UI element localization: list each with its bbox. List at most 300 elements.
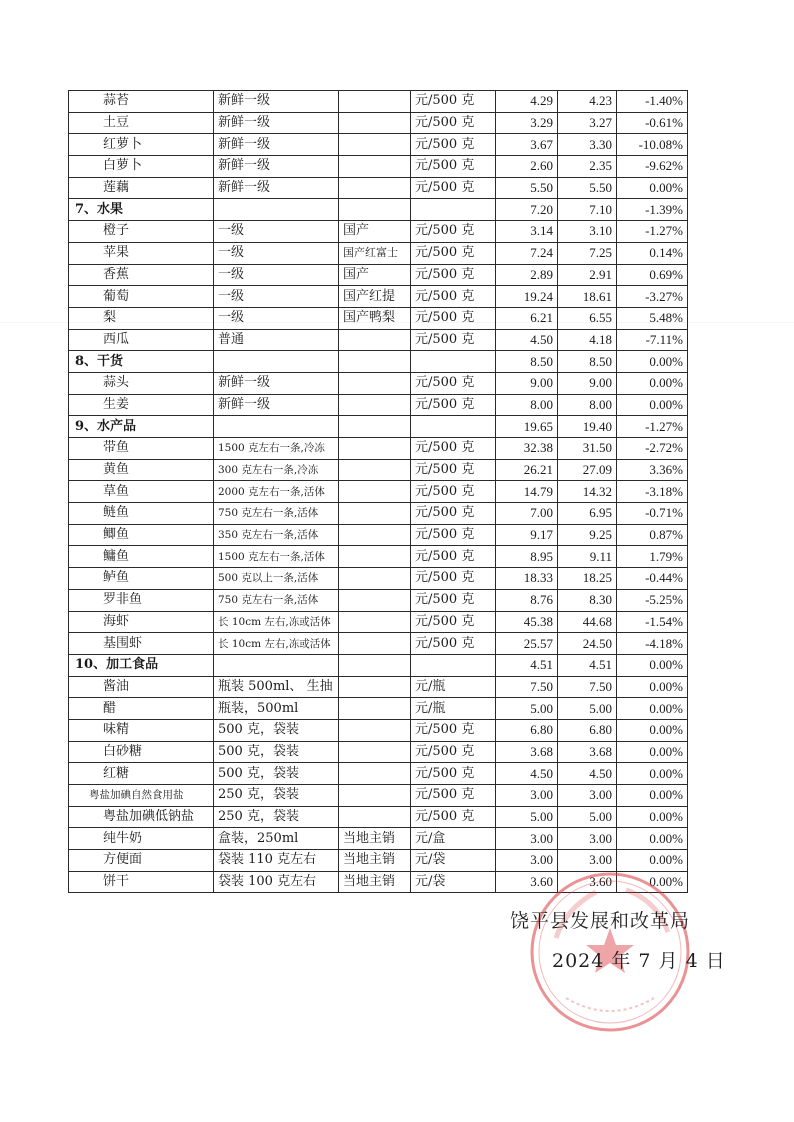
table-row: [69, 91, 688, 113]
spec-cell: 500 克，袋装: [214, 719, 339, 741]
change-cell: 0.00%: [617, 351, 688, 373]
origin-cell: 当地主销: [339, 828, 411, 850]
origin-cell: [339, 546, 411, 568]
origin-cell: [339, 589, 411, 611]
prev-price-cell: 8.50: [496, 351, 558, 373]
spec-cell: 250 克，袋装: [214, 785, 339, 807]
origin-cell: [339, 199, 411, 221]
item-name-cell: 粤盐加碘低钠盐: [69, 806, 214, 828]
category-row: [69, 199, 688, 221]
change-cell: -0.71%: [617, 503, 688, 525]
unit-cell: 元/500 克: [411, 307, 496, 329]
table-row: [69, 156, 688, 178]
table-row: [69, 264, 688, 286]
prev-price-cell: 3.00: [496, 850, 558, 872]
unit-cell: 元/500 克: [411, 806, 496, 828]
table-row: [69, 481, 688, 503]
prev-price-cell: 3.00: [496, 828, 558, 850]
item-name-cell: 鲫鱼: [69, 524, 214, 546]
curr-price-cell: 3.30: [558, 134, 617, 156]
unit-cell: 元/500 克: [411, 589, 496, 611]
spec-cell: 袋装 110 克左右: [214, 850, 339, 872]
origin-cell: 国产鸭梨: [339, 307, 411, 329]
item-name-cell: 海虾: [69, 611, 214, 633]
table-row: [69, 524, 688, 546]
origin-cell: [339, 785, 411, 807]
prev-price-cell: 5.50: [496, 177, 558, 199]
change-cell: 0.00%: [617, 654, 688, 676]
change-cell: -1.54%: [617, 611, 688, 633]
change-cell: 0.00%: [617, 871, 688, 893]
origin-cell: 当地主销: [339, 850, 411, 872]
unit-cell: 元/500 克: [411, 481, 496, 503]
unit-cell: 元/500 克: [411, 177, 496, 199]
spec-cell: 一级: [214, 264, 339, 286]
issue-date: 2024 年 7 月 4 日: [552, 950, 726, 972]
change-cell: -3.27%: [617, 286, 688, 308]
table-row: [69, 741, 688, 763]
spec-cell: [214, 654, 339, 676]
item-name-cell: 草鱼: [69, 481, 214, 503]
curr-price-cell: 8.30: [558, 589, 617, 611]
issuer-name: 饶平县发展和改革局: [510, 910, 691, 932]
table-row: [69, 221, 688, 243]
unit-cell: 元/袋: [411, 871, 496, 893]
spec-cell: 长 10cm 左右,冻或活体: [214, 633, 339, 655]
origin-cell: [339, 459, 411, 481]
curr-price-cell: 3.00: [558, 850, 617, 872]
origin-cell: [339, 134, 411, 156]
item-name-cell: 生姜: [69, 394, 214, 416]
item-name-cell: 蒜苔: [69, 91, 214, 113]
spec-cell: 新鲜一级: [214, 112, 339, 134]
unit-cell: 元/500 克: [411, 719, 496, 741]
prev-price-cell: 7.20: [496, 199, 558, 221]
prev-price-cell: 32.38: [496, 438, 558, 460]
item-name-cell: 鲈鱼: [69, 568, 214, 590]
table-row: [69, 806, 688, 828]
table-row: [69, 546, 688, 568]
prev-price-cell: 26.21: [496, 459, 558, 481]
item-name-cell: 方便面: [69, 850, 214, 872]
prev-price-cell: 19.24: [496, 286, 558, 308]
prev-price-cell: 8.76: [496, 589, 558, 611]
curr-price-cell: 27.09: [558, 459, 617, 481]
prev-price-cell: 4.29: [496, 91, 558, 113]
curr-price-cell: 3.60: [558, 871, 617, 893]
origin-cell: [339, 503, 411, 525]
prev-price-cell: 3.14: [496, 221, 558, 243]
change-cell: -0.44%: [617, 568, 688, 590]
table-row: [69, 307, 688, 329]
prev-price-cell: 2.89: [496, 264, 558, 286]
change-cell: -5.25%: [617, 589, 688, 611]
spec-cell: [214, 351, 339, 373]
item-name-cell: 罗非鱼: [69, 589, 214, 611]
spec-cell: 250 克，袋装: [214, 806, 339, 828]
table-row: [69, 286, 688, 308]
curr-price-cell: 3.00: [558, 785, 617, 807]
change-cell: 0.00%: [617, 676, 688, 698]
unit-cell: 元/500 克: [411, 242, 496, 264]
change-cell: 0.00%: [617, 394, 688, 416]
item-name-cell: 白萝卜: [69, 156, 214, 178]
spec-cell: 1500 克左右一条,冷冻: [214, 438, 339, 460]
prev-price-cell: 14.79: [496, 481, 558, 503]
prev-price-cell: 3.00: [496, 785, 558, 807]
spec-cell: 瓶装，500ml: [214, 698, 339, 720]
curr-price-cell: 9.11: [558, 546, 617, 568]
change-cell: -1.27%: [617, 221, 688, 243]
item-name-cell: 香蕉: [69, 264, 214, 286]
unit-cell: 元/500 克: [411, 329, 496, 351]
curr-price-cell: 4.18: [558, 329, 617, 351]
spec-cell: 500 克，袋装: [214, 763, 339, 785]
price-table: [68, 90, 688, 893]
item-name-cell: 鲢鱼: [69, 503, 214, 525]
origin-cell: [339, 91, 411, 113]
change-cell: -1.39%: [617, 199, 688, 221]
item-name-cell: 橙子: [69, 221, 214, 243]
origin-cell: 当地主销: [339, 871, 411, 893]
origin-cell: [339, 611, 411, 633]
price-table-body: [69, 91, 688, 893]
prev-price-cell: 7.00: [496, 503, 558, 525]
curr-price-cell: 19.40: [558, 416, 617, 438]
curr-price-cell: 7.25: [558, 242, 617, 264]
table-row: [69, 871, 688, 893]
change-cell: -0.61%: [617, 112, 688, 134]
curr-price-cell: 9.00: [558, 372, 617, 394]
spec-cell: 新鲜一级: [214, 91, 339, 113]
unit-cell: 元/500 克: [411, 568, 496, 590]
item-name-cell: 9、水产品: [69, 416, 214, 438]
unit-cell: 元/500 克: [411, 763, 496, 785]
unit-cell: 元/500 克: [411, 785, 496, 807]
curr-price-cell: 9.25: [558, 524, 617, 546]
spec-cell: 新鲜一级: [214, 394, 339, 416]
change-cell: 5.48%: [617, 307, 688, 329]
curr-price-cell: 18.61: [558, 286, 617, 308]
item-name-cell: 鳙鱼: [69, 546, 214, 568]
category-row: [69, 351, 688, 373]
item-name-cell: 红糖: [69, 763, 214, 785]
spec-cell: 盒装，250ml: [214, 828, 339, 850]
item-name-cell: 味精: [69, 719, 214, 741]
unit-cell: 元/500 克: [411, 372, 496, 394]
spec-cell: 300 克左右一条,冷冻: [214, 459, 339, 481]
item-name-cell: 西瓜: [69, 329, 214, 351]
origin-cell: [339, 741, 411, 763]
origin-cell: [339, 719, 411, 741]
origin-cell: [339, 763, 411, 785]
curr-price-cell: 2.35: [558, 156, 617, 178]
spec-cell: 新鲜一级: [214, 156, 339, 178]
item-name-cell: 7、水果: [69, 199, 214, 221]
item-name-cell: 酱油: [69, 676, 214, 698]
change-cell: -9.62%: [617, 156, 688, 178]
category-row: [69, 654, 688, 676]
unit-cell: 元/500 克: [411, 633, 496, 655]
spec-cell: 1500 克左右一条,活体: [214, 546, 339, 568]
category-row: [69, 416, 688, 438]
curr-price-cell: 5.50: [558, 177, 617, 199]
origin-cell: [339, 177, 411, 199]
origin-cell: [339, 394, 411, 416]
unit-cell: 元/500 克: [411, 156, 496, 178]
prev-price-cell: 6.80: [496, 719, 558, 741]
table-row: [69, 372, 688, 394]
unit-cell: 元/500 克: [411, 546, 496, 568]
spec-cell: 长 10cm 左右,冻或活体: [214, 611, 339, 633]
table-row: [69, 134, 688, 156]
curr-price-cell: 3.10: [558, 221, 617, 243]
curr-price-cell: 3.27: [558, 112, 617, 134]
change-cell: 0.69%: [617, 264, 688, 286]
prev-price-cell: 3.67: [496, 134, 558, 156]
spec-cell: 2000 克左右一条,活体: [214, 481, 339, 503]
prev-price-cell: 18.33: [496, 568, 558, 590]
item-name-cell: 10、加工食品: [69, 654, 214, 676]
prev-price-cell: 6.21: [496, 307, 558, 329]
unit-cell: 元/瓶: [411, 698, 496, 720]
origin-cell: [339, 806, 411, 828]
item-name-cell: 红萝卜: [69, 134, 214, 156]
item-name-cell: 土豆: [69, 112, 214, 134]
unit-cell: 元/500 克: [411, 524, 496, 546]
unit-cell: 元/500 克: [411, 503, 496, 525]
prev-price-cell: 7.50: [496, 676, 558, 698]
curr-price-cell: 8.00: [558, 394, 617, 416]
curr-price-cell: 7.50: [558, 676, 617, 698]
change-cell: 0.00%: [617, 698, 688, 720]
curr-price-cell: 8.50: [558, 351, 617, 373]
spec-cell: 新鲜一级: [214, 372, 339, 394]
curr-price-cell: 6.55: [558, 307, 617, 329]
spec-cell: 普通: [214, 329, 339, 351]
origin-cell: [339, 654, 411, 676]
change-cell: -2.72%: [617, 438, 688, 460]
unit-cell: 元/袋: [411, 850, 496, 872]
item-name-cell: 8、干货: [69, 351, 214, 373]
table-row: [69, 112, 688, 134]
prev-price-cell: 45.38: [496, 611, 558, 633]
unit-cell: [411, 416, 496, 438]
change-cell: 0.00%: [617, 850, 688, 872]
spec-cell: 一级: [214, 286, 339, 308]
table-row: [69, 676, 688, 698]
spec-cell: 500 克，袋装: [214, 741, 339, 763]
spec-cell: 新鲜一级: [214, 134, 339, 156]
item-name-cell: 蒜头: [69, 372, 214, 394]
change-cell: 0.00%: [617, 372, 688, 394]
change-cell: 1.79%: [617, 546, 688, 568]
spec-cell: 750 克左右一条,活体: [214, 589, 339, 611]
table-row: [69, 698, 688, 720]
prev-price-cell: 5.00: [496, 698, 558, 720]
unit-cell: 元/500 克: [411, 91, 496, 113]
origin-cell: [339, 156, 411, 178]
origin-cell: [339, 524, 411, 546]
unit-cell: 元/500 克: [411, 611, 496, 633]
curr-price-cell: 24.50: [558, 633, 617, 655]
origin-cell: [339, 329, 411, 351]
unit-cell: 元/500 克: [411, 394, 496, 416]
unit-cell: 元/500 克: [411, 741, 496, 763]
prev-price-cell: 5.00: [496, 806, 558, 828]
table-row: [69, 850, 688, 872]
prev-price-cell: 8.95: [496, 546, 558, 568]
spec-cell: [214, 416, 339, 438]
origin-cell: 国产: [339, 221, 411, 243]
origin-cell: [339, 676, 411, 698]
table-row: [69, 177, 688, 199]
curr-price-cell: 4.50: [558, 763, 617, 785]
origin-cell: [339, 568, 411, 590]
unit-cell: 元/500 克: [411, 286, 496, 308]
curr-price-cell: 31.50: [558, 438, 617, 460]
origin-cell: [339, 698, 411, 720]
spec-cell: 瓶装 500ml、 生抽: [214, 676, 339, 698]
prev-price-cell: 3.29: [496, 112, 558, 134]
table-row: [69, 633, 688, 655]
item-name-cell: 饼干: [69, 871, 214, 893]
table-row: [69, 719, 688, 741]
change-cell: 0.87%: [617, 524, 688, 546]
table-row: [69, 568, 688, 590]
unit-cell: [411, 654, 496, 676]
spec-cell: 500 克以上一条,活体: [214, 568, 339, 590]
table-row: [69, 589, 688, 611]
change-cell: -4.18%: [617, 633, 688, 655]
item-name-cell: 纯牛奶: [69, 828, 214, 850]
unit-cell: 元/盒: [411, 828, 496, 850]
spec-cell: 新鲜一级: [214, 177, 339, 199]
prev-price-cell: 3.60: [496, 871, 558, 893]
change-cell: 0.00%: [617, 741, 688, 763]
curr-price-cell: 3.00: [558, 828, 617, 850]
table-row: [69, 329, 688, 351]
curr-price-cell: 44.68: [558, 611, 617, 633]
change-cell: 0.00%: [617, 177, 688, 199]
change-cell: -1.40%: [617, 91, 688, 113]
origin-cell: [339, 112, 411, 134]
item-name-cell: 苹果: [69, 242, 214, 264]
change-cell: 0.00%: [617, 828, 688, 850]
spec-cell: 一级: [214, 242, 339, 264]
change-cell: -3.18%: [617, 481, 688, 503]
spec-cell: 一级: [214, 221, 339, 243]
origin-cell: [339, 351, 411, 373]
curr-price-cell: 14.32: [558, 481, 617, 503]
change-cell: 3.36%: [617, 459, 688, 481]
change-cell: -7.11%: [617, 329, 688, 351]
curr-price-cell: 2.91: [558, 264, 617, 286]
origin-cell: [339, 416, 411, 438]
item-name-cell: 带鱼: [69, 438, 214, 460]
spec-cell: 350 克左右一条,活体: [214, 524, 339, 546]
unit-cell: 元/500 克: [411, 221, 496, 243]
spec-cell: 一级: [214, 307, 339, 329]
curr-price-cell: 18.25: [558, 568, 617, 590]
item-name-cell: 白砂糖: [69, 741, 214, 763]
prev-price-cell: 4.50: [496, 763, 558, 785]
change-cell: 0.00%: [617, 806, 688, 828]
prev-price-cell: 25.57: [496, 633, 558, 655]
table-row: [69, 503, 688, 525]
prev-price-cell: 9.17: [496, 524, 558, 546]
table-row: [69, 459, 688, 481]
curr-price-cell: 6.80: [558, 719, 617, 741]
item-name-cell: 葡萄: [69, 286, 214, 308]
origin-cell: [339, 372, 411, 394]
item-name-cell: 黄鱼: [69, 459, 214, 481]
change-cell: -10.08%: [617, 134, 688, 156]
spec-cell: 750 克左右一条,活体: [214, 503, 339, 525]
prev-price-cell: 9.00: [496, 372, 558, 394]
item-name-cell: 粤盐加碘自然食用盐: [69, 785, 214, 807]
origin-cell: 国产红提: [339, 286, 411, 308]
prev-price-cell: 19.65: [496, 416, 558, 438]
item-name-cell: 醋: [69, 698, 214, 720]
spec-cell: 袋装 100 克左右: [214, 871, 339, 893]
unit-cell: 元/500 克: [411, 112, 496, 134]
curr-price-cell: 5.00: [558, 806, 617, 828]
change-cell: 0.00%: [617, 763, 688, 785]
unit-cell: 元/瓶: [411, 676, 496, 698]
item-name-cell: 梨: [69, 307, 214, 329]
origin-cell: [339, 438, 411, 460]
unit-cell: [411, 199, 496, 221]
table-row: [69, 438, 688, 460]
unit-cell: 元/500 克: [411, 438, 496, 460]
table-row: [69, 611, 688, 633]
unit-cell: 元/500 克: [411, 264, 496, 286]
curr-price-cell: 4.23: [558, 91, 617, 113]
change-cell: -1.27%: [617, 416, 688, 438]
unit-cell: 元/500 克: [411, 134, 496, 156]
change-cell: 0.00%: [617, 719, 688, 741]
prev-price-cell: 4.50: [496, 329, 558, 351]
origin-cell: [339, 633, 411, 655]
spec-cell: [214, 199, 339, 221]
prev-price-cell: 8.00: [496, 394, 558, 416]
origin-cell: 国产: [339, 264, 411, 286]
curr-price-cell: 7.10: [558, 199, 617, 221]
item-name-cell: 基围虾: [69, 633, 214, 655]
table-row: [69, 785, 688, 807]
item-name-cell: 莲藕: [69, 177, 214, 199]
prev-price-cell: 2.60: [496, 156, 558, 178]
origin-cell: 国产红富士: [339, 242, 411, 264]
table-row: [69, 828, 688, 850]
curr-price-cell: 3.68: [558, 741, 617, 763]
curr-price-cell: 5.00: [558, 698, 617, 720]
table-row: [69, 242, 688, 264]
change-cell: 0.14%: [617, 242, 688, 264]
prev-price-cell: 3.68: [496, 741, 558, 763]
unit-cell: [411, 351, 496, 373]
table-row: [69, 394, 688, 416]
table-row: [69, 763, 688, 785]
prev-price-cell: 7.24: [496, 242, 558, 264]
change-cell: 0.00%: [617, 785, 688, 807]
unit-cell: 元/500 克: [411, 459, 496, 481]
origin-cell: [339, 481, 411, 503]
curr-price-cell: 4.51: [558, 654, 617, 676]
prev-price-cell: 4.51: [496, 654, 558, 676]
curr-price-cell: 6.95: [558, 503, 617, 525]
